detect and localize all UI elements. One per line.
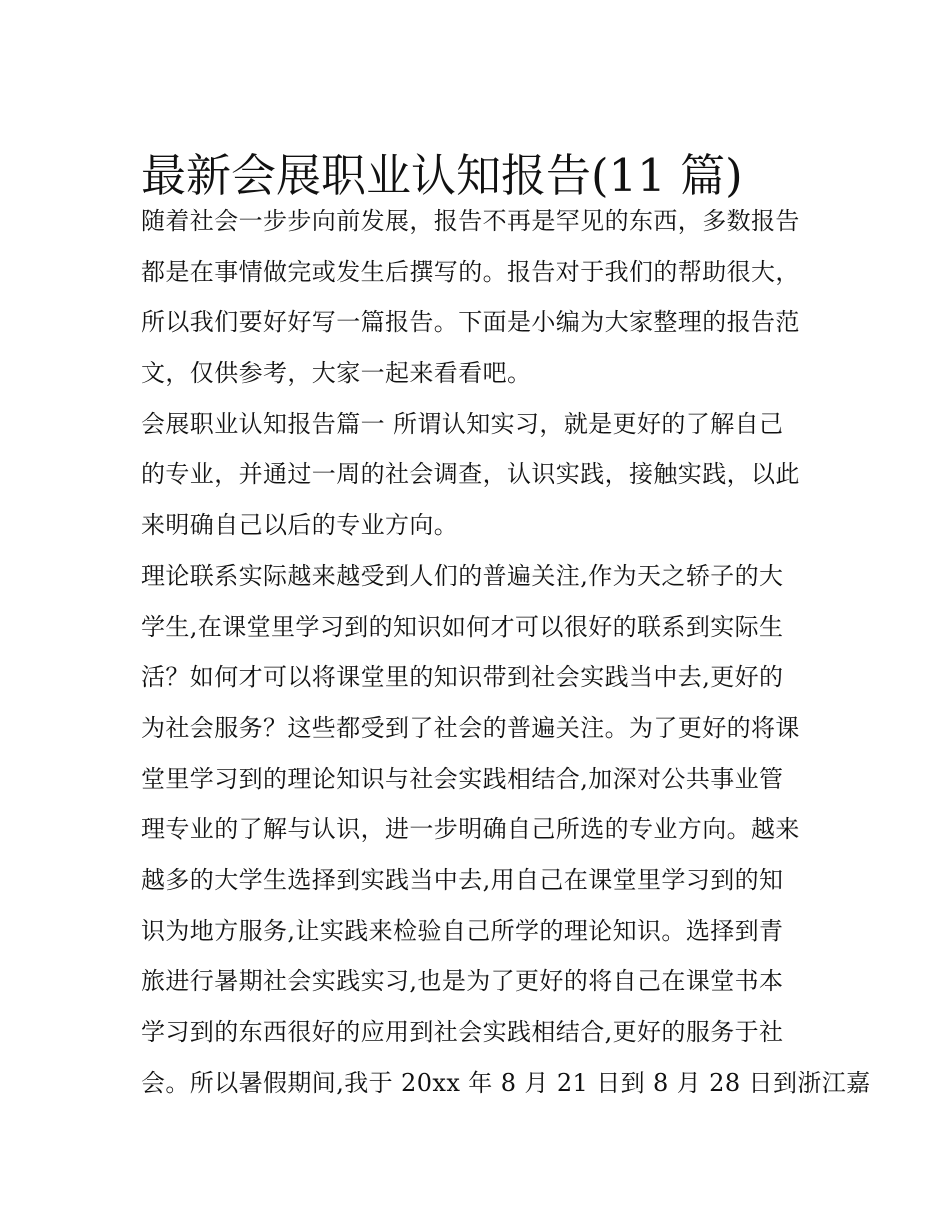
body-line: 都是在事情做完或发生后撰写的。报告对于我们的帮助很大， xyxy=(141,257,800,286)
body-line: 会展职业认知报告篇一 所谓认知实习，就是更好的了解自己 xyxy=(141,409,784,438)
body-line: 学习到的东西很好的应用到社会实践相结合,更好的服务于社 xyxy=(141,1018,784,1046)
body-line: 学生,在课堂里学习到的知识如何才可以很好的联系到实际生 xyxy=(141,612,784,641)
body-line: 所以我们要好好写一篇报告。下面是小编为大家整理的报告范 xyxy=(141,308,800,337)
document-title: 最新会展职业认知报告(11 篇) xyxy=(141,149,743,203)
body-line: 理专业的了解与认识，进一步明确自己所选的专业方向。越来 xyxy=(141,815,800,844)
body-line: 识为地方服务,让实践来检验自己所学的理论知识。选择到青 xyxy=(141,916,784,945)
body-line: 文，仅供参考，大家一起来看看吧。 xyxy=(141,359,532,388)
body-line: 为社会服务？这些都受到了社会的普遍关注。为了更好的将课 xyxy=(141,713,800,742)
body-line: 旅进行暑期社会实践实习,也是为了更好的将自己在课堂书本 xyxy=(141,967,784,996)
document-body xyxy=(141,196,871,1108)
body-line: 来明确自己以后的专业方向。 xyxy=(141,511,459,540)
document-page xyxy=(141,0,871,1229)
body-line: 会。所以暑假期间,我于 20xx 年 8 月 21 日到 8 月 28 日到浙江嘉 xyxy=(141,1068,871,1097)
body-line: 活？如何才可以将课堂里的知识带到社会实践当中去,更好的 xyxy=(141,663,784,692)
body-line: 的专业，并通过一周的社会调查，认识实践，接触实践，以此 xyxy=(141,460,800,489)
body-line: 越多的大学生选择到实践当中去,用自己在课堂里学习到的知 xyxy=(141,865,784,894)
body-line: 随着社会一步步向前发展，报告不再是罕见的东西，多数报告 xyxy=(141,207,800,235)
body-line: 堂里学习到的理论知识与社会实践相结合,加深对公共事业管 xyxy=(141,764,784,793)
body-line: 理论联系实际越来越受到人们的普遍关注,作为天之轿子的大 xyxy=(141,561,784,590)
